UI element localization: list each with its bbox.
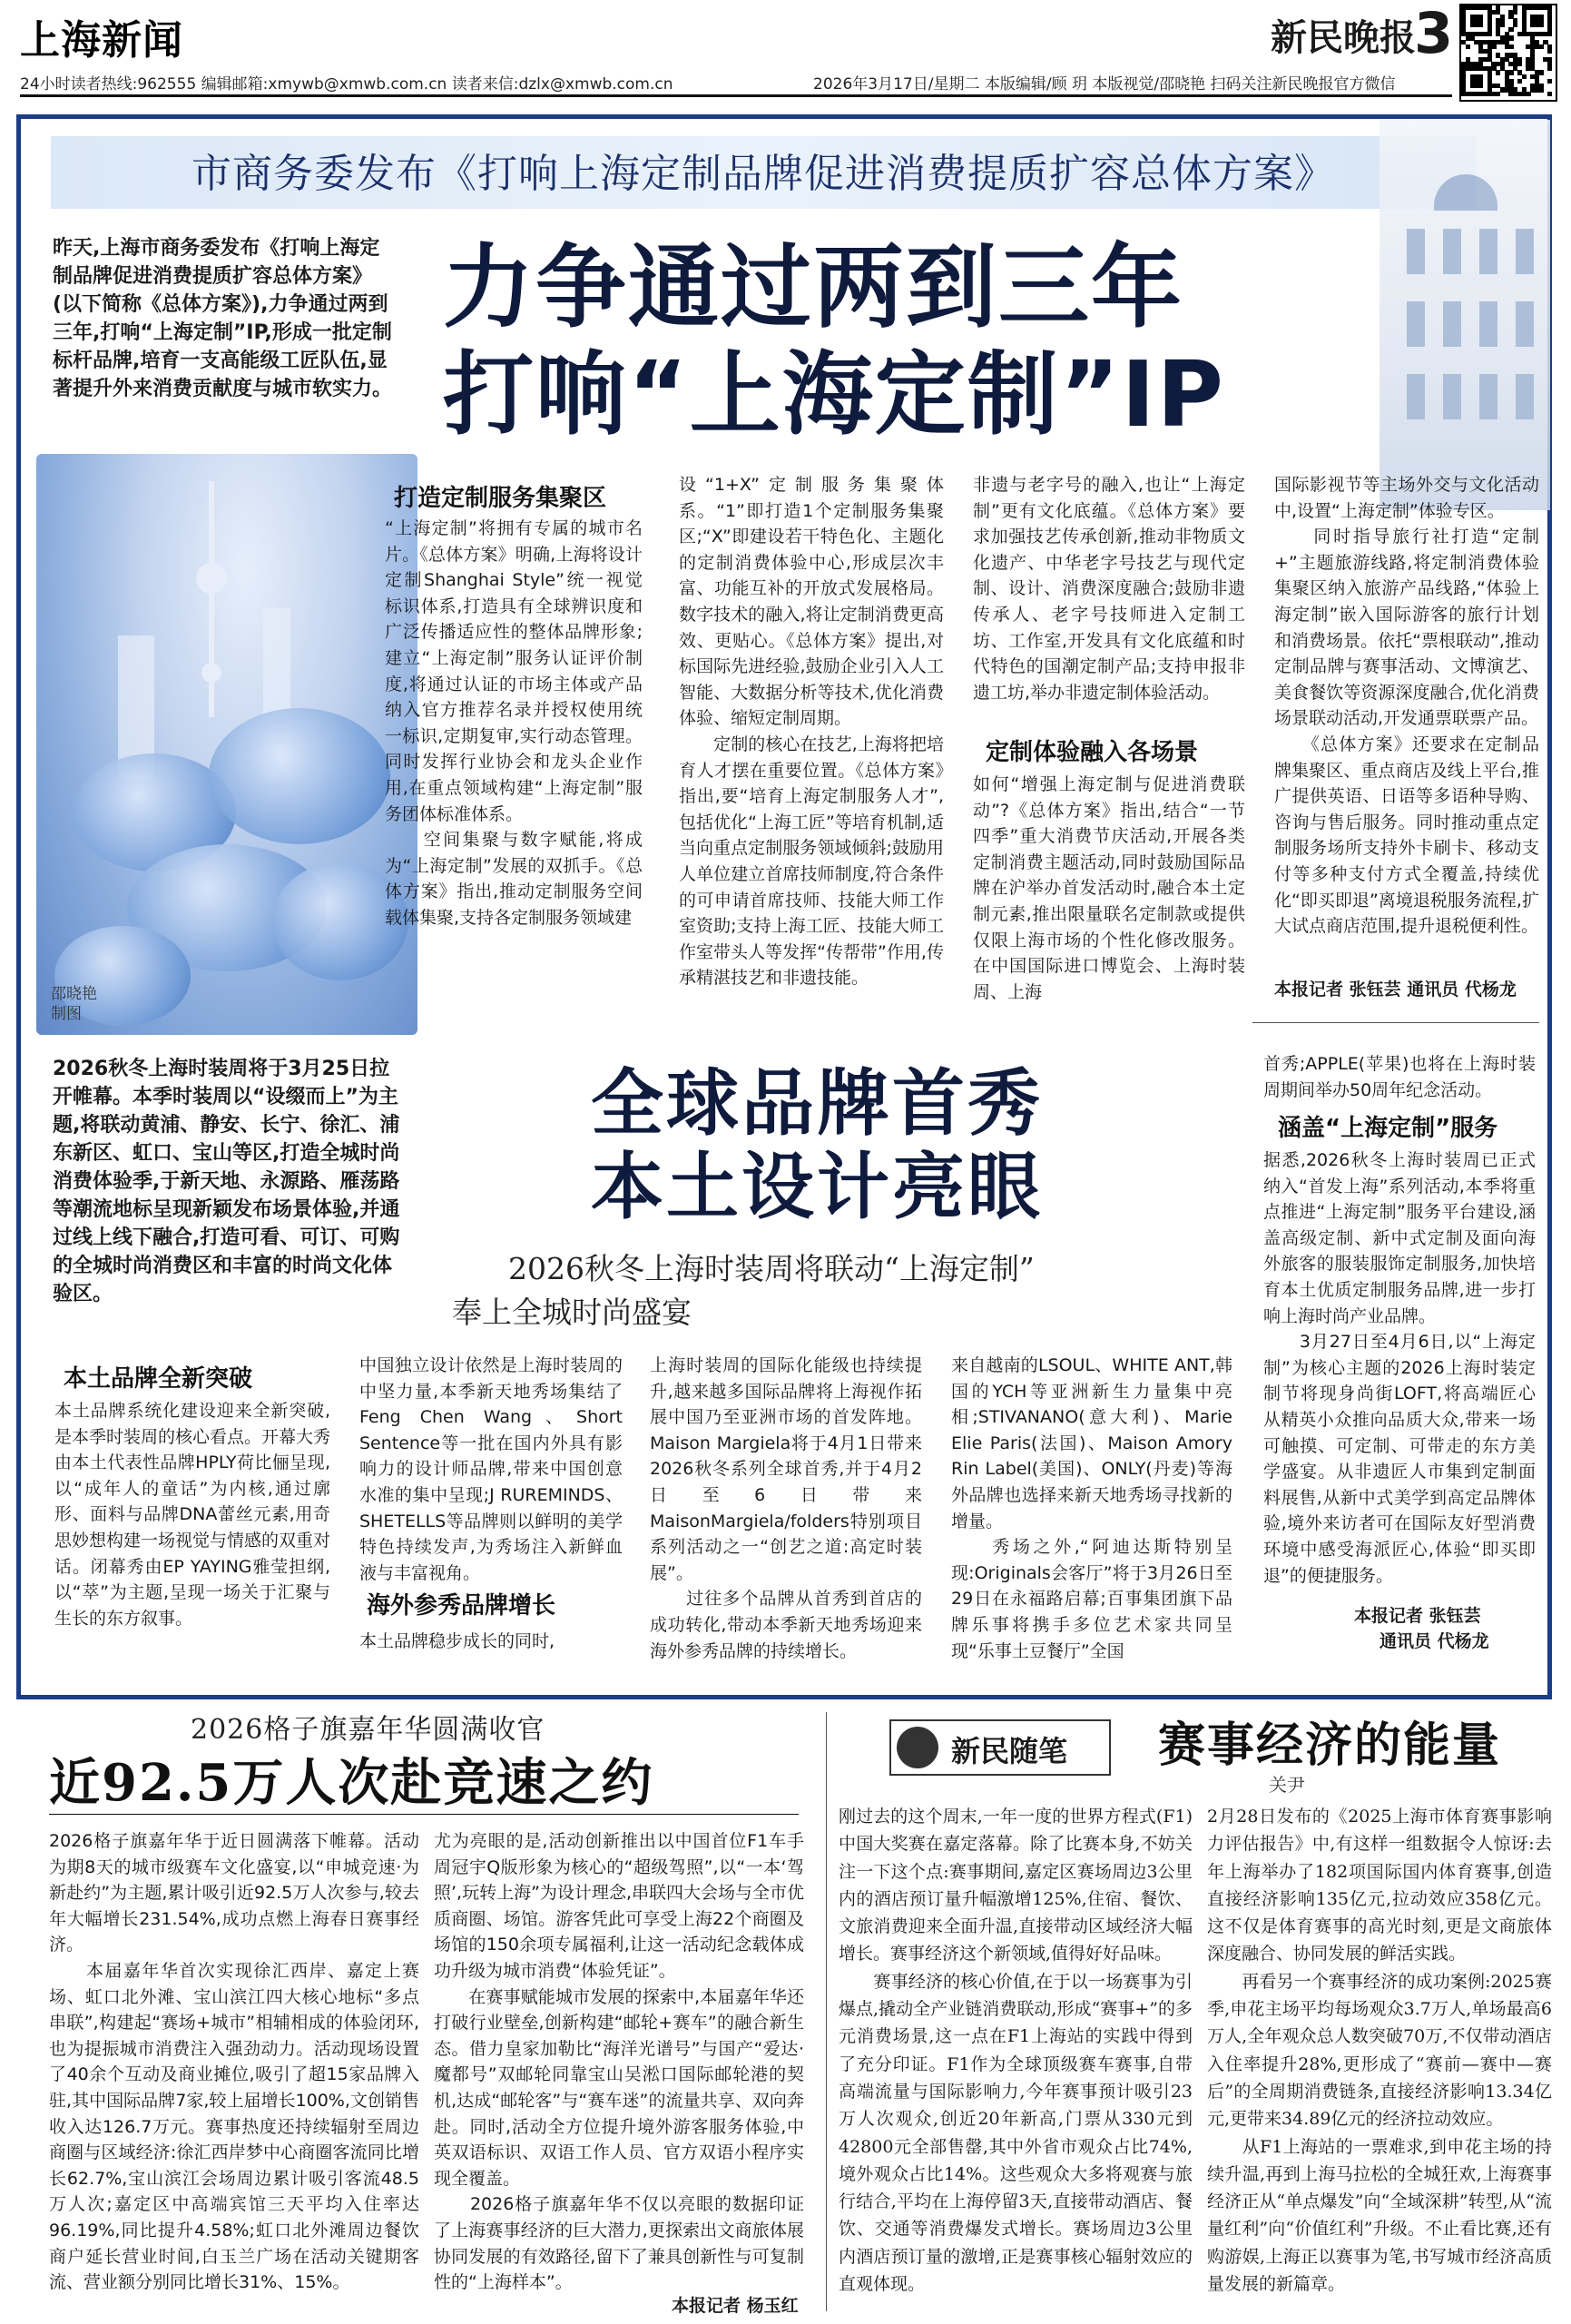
f1-column-2: 尤为亮眼的是,活动创新推出以中国首位F1车手周冠宇Q版形象为核心的“超级驾照”,以“一本‘驾照’,玩转上海”为设计理念,串联四大会场与全市优质商圈、场馆。游客凭此可享受上海22个商圈及场馆的150余项专属福利,让这一活动纪念载体成功升级为城市消费“体验凭证”。 在赛事赋能城市发展的探索中,本届嘉年华还打破行业壁垒,创新构建“邮轮+赛车”的融合新生态。借力皇家加勒比“海洋光谱号”与国产“爱达·魔都号”双邮轮同靠宝山吴淞口国际邮轮港的契机,达成“邮轮客”与“赛车迷”的流量共享、双向奔赴。同时,活动全方位提升境外游客服务体验,中英双语标识、双语工作人员、官方双语小程序实现全覆盖。 2026格子旗嘉年华不仅以亮眼的数据印证了上海赛事经济的巨大潜力,更探索出文商旅体展协同发展的有效路径,留下了兼具创新性与可复制性的“上海样本”。 xyxy=(434,1831,804,2293)
feature-byline: 本报记者 张钰芸 通讯员 代杨龙 xyxy=(1274,980,1517,1000)
subhead-local-brands: 本土品牌全新突破 xyxy=(64,1365,253,1393)
fashion-byline-correspondent: 通讯员 代杨龙 xyxy=(1380,1631,1489,1651)
divider xyxy=(826,1712,827,2311)
f1-byline: 本报记者 杨玉红 xyxy=(672,2296,799,2316)
fashion-column-5: 首秀;APPLE(苹果)也将在上海时装周期间举办50周年纪念活动。 xyxy=(1263,1054,1536,1100)
building-illustration xyxy=(1380,120,1550,510)
illustration-credit: 邵晓艳 制图 xyxy=(51,985,97,1023)
f1-headline: 近92.5万人次赴竞速之约 xyxy=(49,1753,654,1813)
masthead-rule xyxy=(20,94,1452,97)
contact-line: 24小时读者热线:962555 编辑邮箱:xmywb@xmwb.com.cn 读者来信:dzlx@xmwb.com.cn xyxy=(20,75,673,94)
subhead-service-cluster: 打造定制服务集聚区 xyxy=(394,485,607,512)
column-name: 新民随笔 xyxy=(951,1734,1068,1768)
fashion-subtitle-1: 2026秋冬上海时装周将联动“上海定制” xyxy=(508,1251,1035,1286)
feature-column-1: “上海定制”将拥有专属的城市名片。《总体方案》明确,上海将设计定制Shanghai Style”统一视觉标识体系,打造具有全球辨识度和广泛传播适应性的整体品牌形象;建立“上海定制”服务认证评价制度,将通过认证的市场主体或产品纳入官方推荐名录并授权使用统一标识,定期复审,实行动态管理。同时发挥行业协会和龙头企业作用,在重点领域构建“上海定制”服务团体标准体系。 空间集聚与数字赋能,将成为“上海定制”发展的双抓手。《总体方案》指出,推动定制服务空间载体集聚,支持各定制服务领域建 xyxy=(385,518,643,928)
divider xyxy=(1252,1022,1539,1023)
page-number: 3 xyxy=(1414,0,1454,66)
fashion-headline: 全球品牌首秀 本土设计亮眼 xyxy=(591,1061,1043,1229)
magnolia-skyline-illustration xyxy=(36,454,417,1035)
feature-banner: 市商务委发布《打响上海定制品牌促进消费提质扩容总体方案》 xyxy=(191,151,1335,197)
f1-column-1: 2026格子旗嘉年华于近日圆满落下帷幕。活动为期8天的城市级赛车文化盛宴,以“申城竞速·为新赴约”为主题,累计吸引近92.5万人次参与,较去年大幅增长231.54%,成功点燃上海春日赛事经济。 本届嘉年华首次实现徐汇西岸、嘉定上赛场、虹口北外滩、宝山滨江四大核心地标“多点串联”,构建起“赛场+城市”相辅相成的体验闭环,也为提振城市消费注入强劲动力。活动现场设置了40余个互动及商业摊位,吸引了超15家品牌入驻,其中国际品牌7家,较上届增长100%,文创销售收入达126.7万元。赛事热度还持续辐射至周边商圈与区域经济:徐汇西岸梦中心商圈客流同比增长62.7%,宝山滨江会场周边累计吸引客流48.5万人次;嘉定区中高端宾馆三天平均入住率达96.19%,同比提升4.58%;虹口北外滩周边餐饮商户延长营业时间,白玉兰广场在活动关键期客流、营业额分别同比增长31%、15%。 xyxy=(49,1831,419,2293)
fashion-column-3: 上海时装周的国际化能级也持续提升,越来越多国际品牌将上海视作拓展中国乃至亚洲市场的首发阵地。Maison Margiela将于4月1日带来2026秋冬系列全球首秀,并于4月2日至6日带来MaisonMargiela/folders特别项目系列活动之一“创艺之道:高定时装展”。 过往多个品牌从首秀到首店的成功转化,带动本季新天地秀场迎来海外参秀品牌的持续增长。 xyxy=(650,1355,922,1661)
fashion-byline-reporter: 本报记者 张钰芸 xyxy=(1354,1606,1481,1626)
section-title: 上海新闻 xyxy=(20,17,183,64)
fashion-column-5b: 据悉,2026秋冬上海时装周已正式纳入“首发上海”系列活动,本季将重点推进“上海定制”服务平台建设,涵盖高级定制、新中式定制及面向海外旅客的服装服饰定制服务,加快培育本土优质定制服务品牌,进一步打响上海时尚产业品牌。 3月27日至4月6日,以“上海定制”为核心主题的2026上海时装定制节将现身尚街LOFT,将高端匠心从精英小众推向品质大众,带来一场可触摸、可定制、可带走的东方美学盛宴。从非遗匠人市集到定制面料展售,从新中式美学到高定品牌体验,境外来访者可在国际友好型消费环境中感受海派匠心,体验“即买即退”的便捷服务。 xyxy=(1263,1150,1536,1586)
subhead-overseas-brands: 海外参秀品牌增长 xyxy=(367,1592,556,1620)
feature-column-4: 国际影视节等主场外交与文化活动中,设置“上海定制”体验专区。 同时指导旅行社打造“定制+”主题旅游线路,将定制消费体验集聚区纳入旅游产品线路,“体验上海定制”嵌入国际游客的旅行计划和消费场景。依托“票根联动”,推动定制品牌与赛事活动、文博演艺、美食餐饮等资源深度融合,优化消费场景联动活动,开发通票联票产品。 《总体方案》还要求在定制品牌集聚区、重点商店及线上平台,推广提供英语、日语等多语种导购、咨询与售后服务。同时推动重点定制服务场所支持外卡刷卡、移动支付等多种支付方式全覆盖,持续优化“即买即退”离境退税服务流程,扩大试点商店范围,提升退税便利性。 xyxy=(1274,475,1539,937)
subhead-experience: 定制体验融入各场景 xyxy=(986,739,1199,766)
essay-column-1: 刚过去的这个周末,一年一度的世界方程式(F1)中国大奖赛在嘉定落幕。除了比赛本身,不妨关注一下这个点:赛事期间,嘉定区赛场周边3公里内的酒店预订量升幅激增125%,住宿、餐饮、文旅消费迎来全面升温,直接带动区域经济大幅增长。赛事经济这个新领域,值得好好品味。 赛事经济的核心价值,在于以一场赛事为引爆点,撬动全产业链消费联动,形成“赛事+”的多元消费场景,这一点在F1上海站的实践中得到了充分印证。F1作为全球顶级赛车赛事,自带高端流量与国际影响力,今年赛事预计吸引23万人次观众,创近20年新高,门票从330元到42800元全部售罄,其中外省市观众占比74%,境外观众占比14%。这些观众大多将观赛与旅行结合,平均在上海停留3天,直接带动酒店、餐饮、交通等消费爆发式增长。赛场周边3公里内酒店预订量的激增,正是赛事核心辐射效应的直观体现。 xyxy=(839,1807,1193,2295)
column-logo xyxy=(889,1719,1111,1776)
feature-column-3: 非遗与老字号的融入,也让“上海定制”更有文化底蕴。《总体方案》要求加强技艺传承创新,推动非物质文化遗产、中华老字号技艺与现代定制、设计、消费深度融合;鼓励非遗传承人、老字号技师进入定制工坊、工作室,开发具有文化底蕴和时代特色的国潮定制产品;支持申报非遗工坊,举办非遗定制体验活动。 xyxy=(973,475,1245,703)
essay-title: 赛事经济的能量 xyxy=(1158,1718,1502,1773)
divider xyxy=(49,1814,799,1815)
feature-lead: 昨天,上海市商务委发布《打响上海定制品牌促进消费提质扩容总体方案》(以下简称《总体方案》),力争通过两到三年,打响“上海定制”IP,形成一批定制标杆品牌,培育一支高能级工匠队伍,显著提升外来消费贡献度与城市软实力。 xyxy=(53,237,393,400)
qr-code-icon[interactable] xyxy=(1459,4,1557,102)
fashion-column-2b: 本土品牌稳步成长的同时, xyxy=(359,1631,555,1651)
paper-name: 新民晚报 xyxy=(1271,16,1416,59)
dateline: 2026年3月17日/星期二 本版编辑/顾 玥 本版视觉/邵晓艳 扫码关注新民晚报官方微信 xyxy=(813,75,1396,94)
feature-headline-text: 力争通过两到三年 打响“上海定制”IP xyxy=(443,234,1225,448)
fashion-subtitle-2: 奉上全城时尚盛宴 xyxy=(452,1295,692,1330)
essay-column-2: 2月28日发布的《2025上海市体育赛事影响力评估报告》中,有这样一组数据令人惊讶:去年上海举办了182项国际国内体育赛事,创造直接经济影响135亿元,拉动效应358亿元。这不仅是体育赛事的高光时刻,更是文商旅体深度融合、协同发展的鲜活实践。 再看另一个赛事经济的成功案例:2025赛季,申花主场平均每场观众3.7万人,单场最高6万人,全年观众总人数突破70万,不仅带动酒店入住率提升28%,更形成了“赛前—赛中—赛后”的全周期消费链条,直接经济影响13.34亿元,更带来34.89亿元的经济拉动效应。 从F1上海站的一票难求,到申花主场的持续升温,再到上海马拉松的全城狂欢,上海赛事经济正从“单点爆发”向“全域深耕”转型,从“流量红利”向“价值红利”升级。不止看比赛,还有购游娱,上海正以赛事为笔,书写城市经济高质量发展的新篇章。 xyxy=(1207,1807,1552,2295)
feature-column-3b: 如何“增强上海定制与促进消费联动”?《总体方案》指出,结合“一节四季”重大消费节庆活动,开展各类定制消费主题活动,同时鼓励国际品牌在沪举办首发活动时,融合本土定制元素,推出限量联名定制款或提供仅限上海市场的个性化修改服务。在中国国际进口博览会、上海时装周、上海 xyxy=(973,774,1245,1002)
f1-kicker: 2026格子旗嘉年华圆满收官 xyxy=(191,1714,545,1746)
fashion-column-2: 中国独立设计依然是上海时装周的中坚力量,本季新天地秀场集结了Feng Chen Wang、Short Sentence等一批在国内外具有影响力的设计师品牌,带来中国创意水准的集中呈现;J RUREMINDS、SHETELLS等品牌则以鲜明的美学特色持续发声,为秀场注入新鲜血液与丰富视角。 xyxy=(359,1355,623,1583)
essay-author: 关尹 xyxy=(1269,1774,1305,1796)
fashion-column-1: 本土品牌系统化建设迎来全新突破,是本季时装周的核心看点。开幕大秀由本土代表性品牌HPLY荷比俪呈现,以“成年人的童话”为内核,通过廓形、面料与品牌DNA蕾丝元素,用奇思妙想构建一场视觉与情感的双重对话。闭幕秀由EP YAYING雅莹担纲,以“萃”为主题,呈现一场关于汇聚与生长的东方叙事。 xyxy=(54,1401,331,1629)
feature-column-2: 设“1+X”定制服务集聚体系。“1”即打造1个定制服务集聚区;“X”即建设若干特色化、主题化的定制消费体验中心,形成层次丰富、功能互补的开放式发展格局。数字技术的融入,将让定制消费更高效、更贴心。《总体方案》提出,对标国际先进经验,鼓励企业引入人工智能、大数据分析等技术,优化消费体验、缩短定制周期。 定制的核心在技艺,上海将把培育人才摆在重要位置。《总体方案》指出,要“培育上海定制服务人才”,包括优化“上海工匠”等培育机制,适当向重点定制服务领域倾斜;鼓励用人单位建立首席技师制度,符合条件的可申请首席技师、技能大师工作室资助;支持上海工匠、技能大师工作室带头人等发挥“传帮带”作用,传承精湛技艺和非遗技能。 xyxy=(679,475,944,989)
fashion-column-4: 来自越南的LSOUL、WHITE ANT,韩国的YCH等亚洲新生力量集中亮相;STIVANANO(意大利)、Marie Elie Paris(法国)、Maison Amory Rin Label(美国)、ONLY(丹麦)等海外品牌也选择来新天地秀场寻找新的增量。 秀场之外,“阿迪达斯特别呈现:Originals会客厅”将于3月26日至29日在永福路启幕;百事集团旗下品牌乐事将携手多位艺术家共同呈现“乐事土豆餐厅”全国 xyxy=(951,1355,1232,1661)
feature-headline xyxy=(443,234,1360,448)
column-mark-icon xyxy=(897,1727,938,1768)
fashion-lead: 2026秋冬上海时装周将于3月25日拉开帷幕。本季时装周以“设缀而上”为主题,将联动黄浦、静安、长宁、徐汇、浦东新区、虹口、宝山等区,打造全城时尚消费体验季,于新天地、永源路、雁荡路等潮流地标呈现新颖发布场景体验,并通过线上线下融合,打造可看、可订、可购的全城时尚消费区和丰富的时尚文化体验区。 xyxy=(53,1058,400,1305)
subhead-custom-service: 涵盖“上海定制”服务 xyxy=(1278,1115,1498,1142)
